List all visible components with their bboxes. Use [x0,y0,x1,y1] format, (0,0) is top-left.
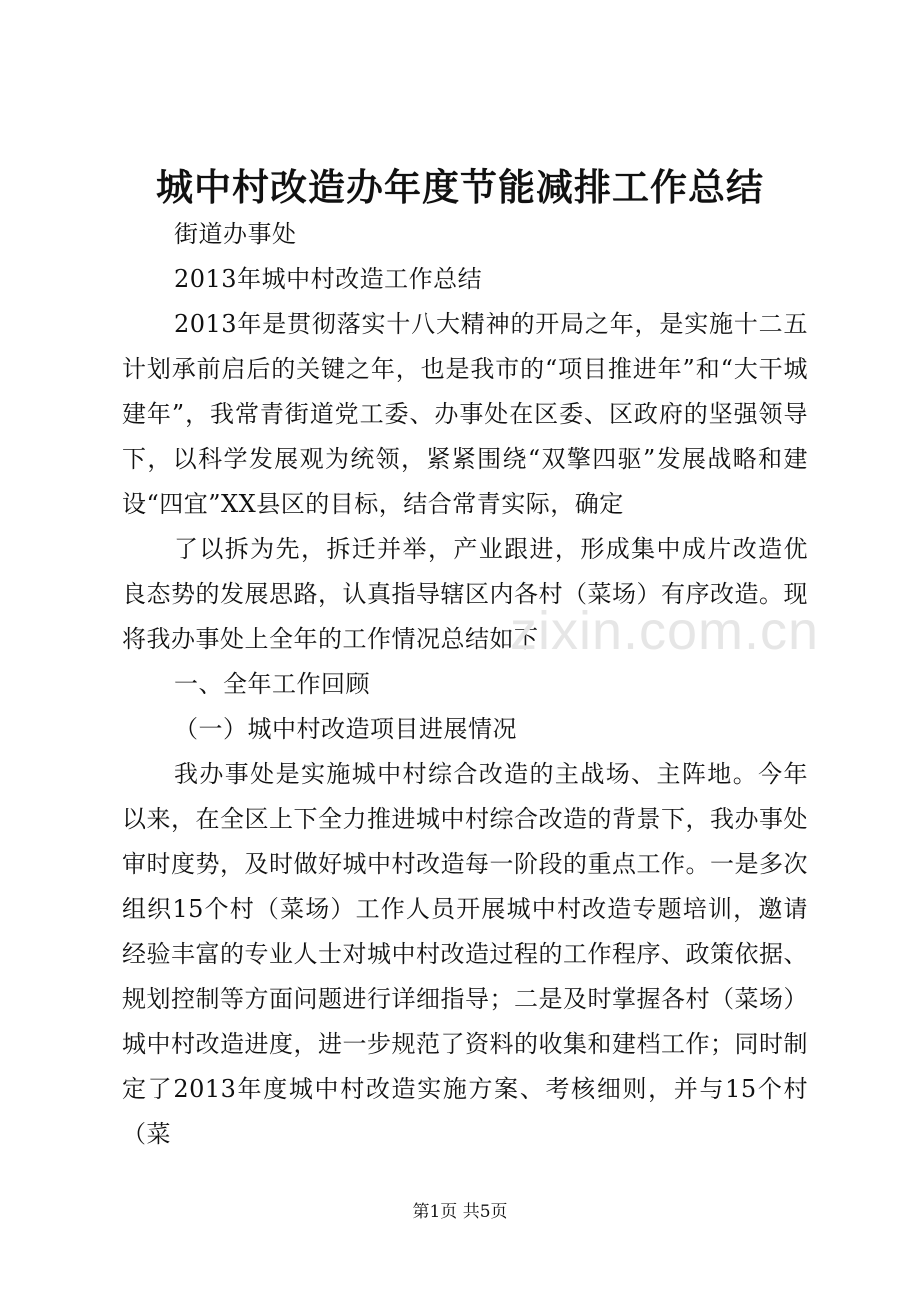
paragraph-intro: 2013年是贯彻落实十八大精神的开局之年，是实施十二五计划承前启后的关键之年，也是我市的“项目推进年”和“大干城建年”，我常青街道党工委、办事处在区委、区政府的坚强领导下，以科学发展观为统领，紧紧围绕“双擎四驱”发展战略和建设“四宜”XX县区的目标，结合常青实际，确定 [122,310,808,518]
paragraph-progress: 我办事处是实施城中村综合改造的主战场、主阵地。今年以来，在全区上下全力推进城中村综合改造的背景下，我办事处审时度势，及时做好城中村改造每一阶段的重点工作。一是多次组织15个村（菜场）工作人员开展城中村改造专题培训，邀请经验丰富的专业人士对城中村改造过程的工作程序、政策依据、规划控制等方面问题进行详细指导；二是及时掌握各村（菜场）城中村改造进度，进一步规范了资料的收集和建档工作；同时制定了2013年度城中村改造实施方案、考核细则，并与15个村（菜 [122,760,808,1148]
page-footer: 第1页 共5页 [412,1202,508,1222]
paragraph-subtitle: 2013年城中村改造工作总结 [174,265,483,293]
section-heading: 一、全年工作回顾 [174,670,370,698]
paragraph-intro-continued: 了以拆为先，拆迁并举，产业跟进，形成集中成片改造优良态势的发展思路，认真指导辖区内各村（菜场）有序改造。现将我办事处上全年的工作情况总结如下： [122,535,808,653]
document-body [122,212,808,1157]
subsection-heading: （一）城中村改造项目进展情况 [174,715,517,743]
watermark: zixin.com.cn [510,601,820,661]
document-title: 城中村改造办年度节能减排工作总结 [156,165,764,209]
paragraph-issuer: 街道办事处 [174,220,297,248]
